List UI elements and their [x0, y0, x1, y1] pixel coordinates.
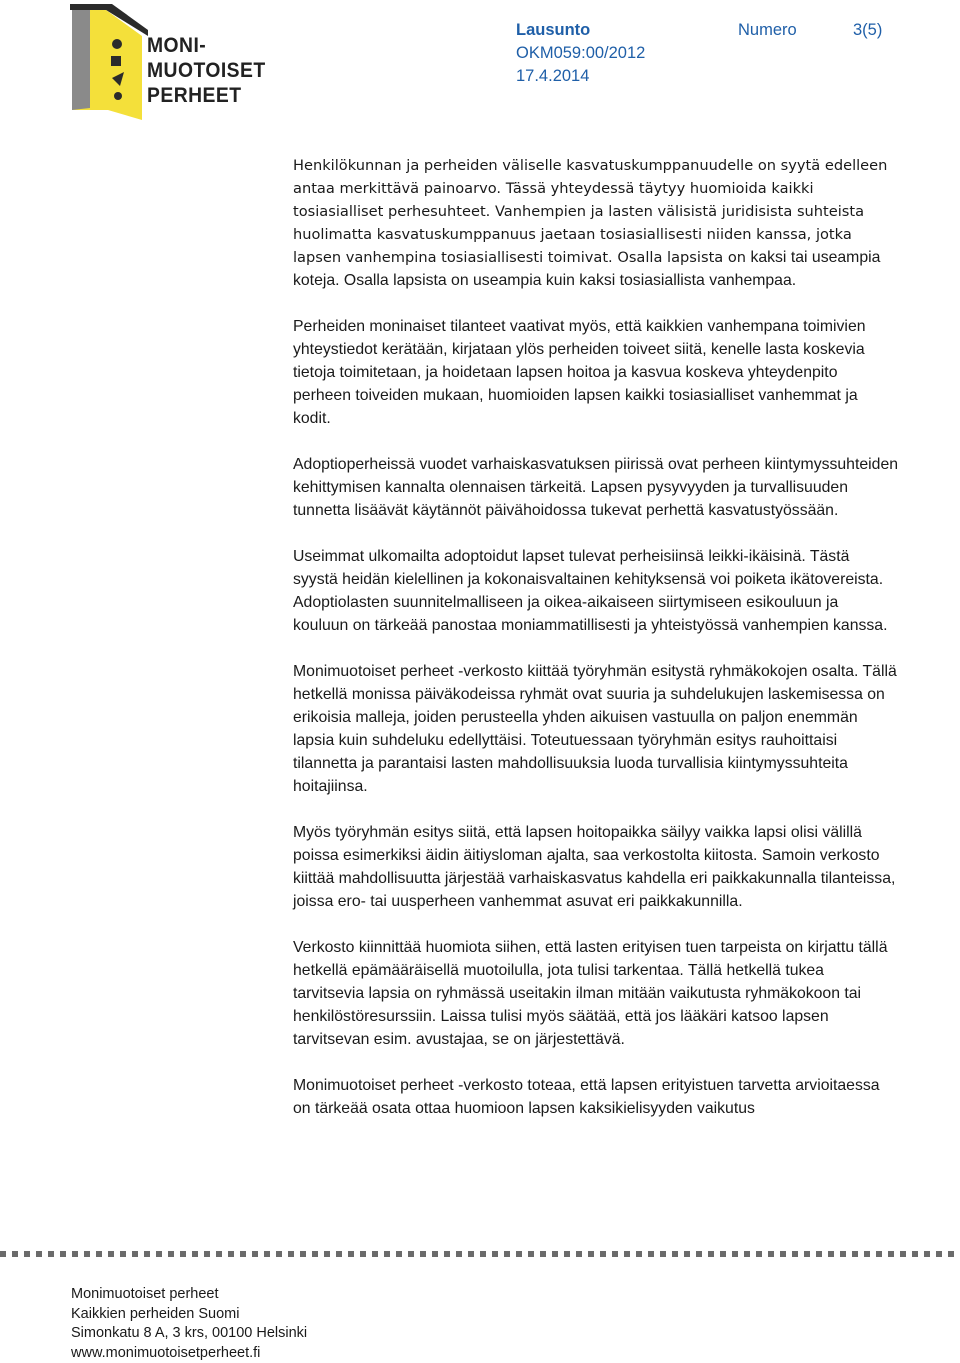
footer-address: Simonkatu 8 A, 3 krs, 00100 Helsinki: [71, 1325, 308, 1341]
document-type: Lausunto: [516, 21, 591, 39]
document-header: [516, 19, 896, 88]
logo-wordmark: [147, 33, 266, 108]
logo-line-3: PERHEET: [147, 84, 242, 107]
paragraph-1-rest: kaksi tai useampia koteja. Osalla lapsista on useampia kuin kaksi tosiasiallista vanhempaa.: [293, 249, 881, 289]
footer: [71, 1285, 307, 1363]
logo: [68, 0, 266, 122]
paragraph-1-sans: Henkilökunnan ja perheiden väliselle kasvatuskumppanuudelle on syytä edelleen antaa merkittävä painoarvo. Tässä yhteydessä täytyy huomioida kaikki tosiasialliset perhesuhteet. Vanhempien ja lasten välisistä juridisista suhteista huolimatta kasvatuskumppanuus jaetaan tosiasiallisesti niiden kanssa, jotka lapsen vanhempina tosiasiallisesti toimivat. Osalla lapsista on: [293, 157, 888, 266]
reference-number: OKM059:00/2012: [516, 44, 646, 62]
paragraph-8: Monimuotoiset perheet -verkosto toteaa, että lapsen erityistuen tarvetta arvioitaessa on tärkeää osata ottaa huomioon lapsen kaksikielisyyden vaikutus: [293, 1077, 880, 1117]
paragraph-2: Perheiden moninaiset tilanteet vaativat myös, että kaikkien vanhempana toimivien yhteystiedot kerätään, kirjataan ylös perheiden toiveet siitä, kenelle lasta koskevia tietoja toimitetaan, ja hoidetaan lapsen hoitoa ja kasvua koskeva yhteydenpito perheen toiveiden mukaan, huomioiden lapsen kaikki tosiasialliset vanhemmat ja kodit.: [293, 318, 866, 427]
document-body: [293, 154, 898, 1143]
footer-divider: [0, 1251, 960, 1257]
paragraph-5: Monimuotoiset perheet -verkosto kiittää työryhmän esitystä ryhmäkokojen osalta. Tällä hetkellä monissa päiväkodeissa ryhmät ovat suuria ja suhdelukujen laskemisessa on erikoisia malleja, joiden perusteella yhden aikuisen vastuulla on paljon enemmän lapsia kuin suhdeluku edellyttäisi. Toteutuessaan työryhmän esitys rauhoittaisi tilannetta ja parantaisi lasten mahdollisuuksia luoda turvallisia kiintymyssuhteita hoitajiinsa.: [293, 663, 897, 795]
paragraph-7: Verkosto kiinnittää huomiota siihen, että lasten erityisen tuen tarpeista on kirjattu tällä hetkellä epämääräisellä muotoilulla, jota tulisi tarkentaa. Tällä hetkellä tukea tarvitsevia lapsia on ryhmässä useitakin ilman mitään vaikutusta ryhmäkokoon tai henkilöstöresurssiin. Laissa tulisi myös säätää, että jos lääkäri katsoo lapsen tarvitsevan esim. avustajaa, se on järjestettävä.: [293, 939, 888, 1048]
paragraph-6: Myös työryhmän esitys siitä, että lapsen hoitopaikka säilyy vaikka lapsi olisi välillä poissa esimerkiksi äidin äitiysloman ajalta, saa verkostolta kiitosta. Samoin verkosto kiittää mahdollisuutta järjestää varhaiskasvatus kahdella eri paikkakunnalla tilanteissa, joissa ero- tai uusperheen vanhemmat asuvat eri paikkakunnilla.: [293, 824, 896, 910]
footer-parent-org: Kaikkien perheiden Suomi: [71, 1305, 240, 1322]
footer-org: Monimuotoiset perheet: [71, 1286, 219, 1302]
footer-website: www.monimuotoisetperheet.fi: [71, 1344, 261, 1361]
logo-line-2: MUOTOISET: [147, 59, 266, 82]
paragraph-3: Adoptioperheissä vuodet varhaiskasvatuksen piirissä ovat perheen kiintymyssuhteiden kehittymisen kannalta olennaisen tärkeitä. Lapsen pysyvyyden ja turvallisuuden tunnetta lisäävät käytännöt päivähoidossa tukevat perhettä kasvatustyössään.: [293, 456, 899, 519]
paragraph-1: [293, 154, 898, 292]
numero-label: Numero: [738, 21, 797, 39]
document-date: 17.4.2014: [516, 67, 590, 85]
page-number: 3(5): [853, 21, 883, 39]
paragraph-4: Useimmat ulkomailta adoptoidut lapset tulevat perheisiinsä leikki-ikäisinä. Tästä syystä heidän kielellinen ja kokonaisvaltainen kehityksensä voi poiketa ikätovereista. Adoptiolasten suunnitelmalliseen ja oikea-aikaiseen siirtymiseen esikouluun ja kouluun on tärkeää panostaa moniammatillisesti ja yhteistyössä vanhempien kanssa.: [293, 548, 888, 634]
logo-line-1: MONI-: [147, 34, 207, 57]
